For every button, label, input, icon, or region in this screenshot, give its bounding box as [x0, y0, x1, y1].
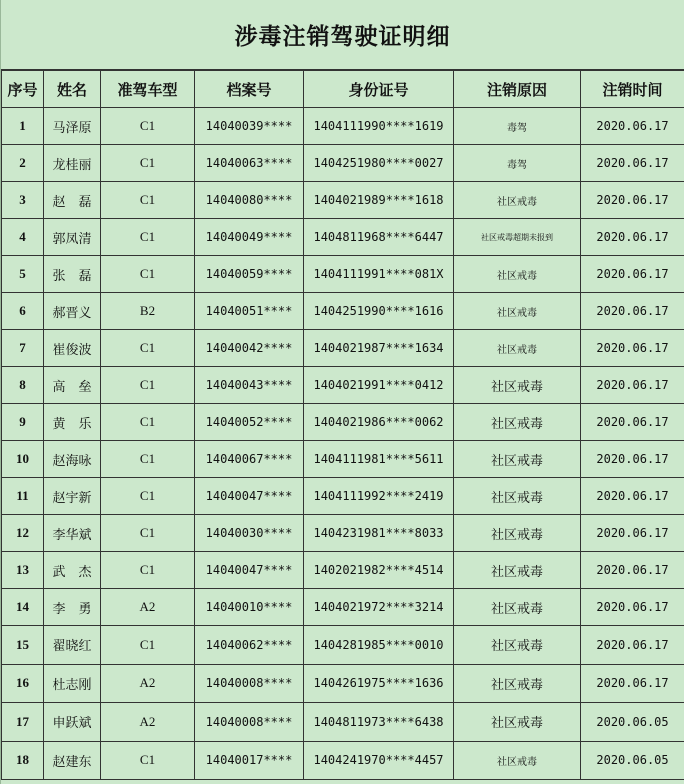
cell-file-number: 14040008****	[195, 703, 304, 742]
table-row	[2, 145, 684, 182]
cell-file-number: 14040043****	[195, 367, 304, 404]
cell-reason: 社区戒毒	[454, 293, 581, 330]
table-row	[2, 330, 684, 367]
cell-no: 4	[2, 219, 44, 256]
cell-id-number: 1404021986****0062	[304, 404, 454, 441]
cell-license-type: C1	[101, 741, 195, 779]
cell-time: 2020.06.17	[581, 367, 684, 404]
cell-license-type: C1	[101, 145, 195, 182]
table-row	[2, 256, 684, 293]
page-title: 涉毒注销驾驶证明细	[234, 24, 451, 50]
table-row	[2, 478, 684, 515]
table-row	[2, 367, 684, 404]
cell-id-number: 1404251990****1616	[304, 293, 454, 330]
cell-reason: 社区戒毒	[454, 741, 581, 779]
cell-reason: 社区戒毒超期未报到	[454, 219, 581, 256]
cell-license-type: C1	[101, 367, 195, 404]
cell-reason: 社区戒毒	[454, 626, 581, 665]
table-row	[2, 741, 684, 779]
cell-name: 赵 磊	[44, 182, 101, 219]
cell-id-number: 1404021972****3214	[304, 589, 454, 626]
table-row	[2, 589, 684, 626]
table-row	[2, 219, 684, 256]
cell-no: 12	[2, 515, 44, 552]
cell-file-number: 14040051****	[195, 293, 304, 330]
cell-time: 2020.06.17	[581, 478, 684, 515]
cell-name: 赵宇新	[44, 478, 101, 515]
cell-file-number: 14040047****	[195, 478, 304, 515]
column-header-file-number: 档案号	[195, 71, 304, 108]
cell-reason: 社区戒毒	[454, 664, 581, 703]
table-row	[2, 703, 684, 742]
cell-time: 2020.06.17	[581, 108, 684, 145]
cell-no: 5	[2, 256, 44, 293]
cell-name: 赵建东	[44, 741, 101, 779]
cell-name: 李 勇	[44, 589, 101, 626]
cell-file-number: 14040067****	[195, 441, 304, 478]
table-row	[2, 441, 684, 478]
cell-id-number: 1404111991****081X	[304, 256, 454, 293]
cell-reason: 社区戒毒	[454, 478, 581, 515]
cell-no: 2	[2, 145, 44, 182]
cell-file-number: 14040063****	[195, 145, 304, 182]
cell-reason: 社区戒毒	[454, 256, 581, 293]
cell-time: 2020.06.17	[581, 441, 684, 478]
cell-id-number: 1402021982****4514	[304, 552, 454, 589]
table-body	[2, 108, 684, 780]
cell-reason: 社区戒毒	[454, 515, 581, 552]
cell-file-number: 14040030****	[195, 515, 304, 552]
column-header-license-type: 准驾车型	[101, 71, 195, 108]
cell-license-type: A2	[101, 589, 195, 626]
cell-id-number: 1404231981****8033	[304, 515, 454, 552]
cell-no: 18	[2, 741, 44, 779]
cell-file-number: 14040017****	[195, 741, 304, 779]
cell-license-type: B2	[101, 293, 195, 330]
cell-no: 14	[2, 589, 44, 626]
cell-no: 9	[2, 404, 44, 441]
cell-license-type: C1	[101, 256, 195, 293]
revocation-table	[1, 70, 684, 780]
cell-id-number: 1404111981****5611	[304, 441, 454, 478]
cell-id-number: 1404021987****1634	[304, 330, 454, 367]
cell-file-number: 14040080****	[195, 182, 304, 219]
cell-reason: 社区戒毒	[454, 703, 581, 742]
cell-license-type: C1	[101, 108, 195, 145]
cell-time: 2020.06.17	[581, 219, 684, 256]
cell-file-number: 14040008****	[195, 664, 304, 703]
cell-time: 2020.06.17	[581, 552, 684, 589]
cell-reason: 毒驾	[454, 108, 581, 145]
cell-name: 高 垒	[44, 367, 101, 404]
cell-time: 2020.06.17	[581, 256, 684, 293]
table-row	[2, 182, 684, 219]
cell-time: 2020.06.17	[581, 515, 684, 552]
cell-name: 张 磊	[44, 256, 101, 293]
cell-name: 武 杰	[44, 552, 101, 589]
cell-name: 崔俊波	[44, 330, 101, 367]
cell-file-number: 14040039****	[195, 108, 304, 145]
cell-license-type: C1	[101, 219, 195, 256]
cell-name: 马泽原	[44, 108, 101, 145]
cell-name: 翟晓红	[44, 626, 101, 665]
cell-reason: 社区戒毒	[454, 182, 581, 219]
cell-reason: 毒驾	[454, 145, 581, 182]
cell-no: 17	[2, 703, 44, 742]
cell-id-number: 1404811968****6447	[304, 219, 454, 256]
cell-license-type: A2	[101, 664, 195, 703]
cell-license-type: C1	[101, 478, 195, 515]
cell-name: 李华斌	[44, 515, 101, 552]
table-row	[2, 293, 684, 330]
cell-no: 6	[2, 293, 44, 330]
cell-time: 2020.06.17	[581, 145, 684, 182]
cell-id-number: 1404281985****0010	[304, 626, 454, 665]
column-header-reason: 注销原因	[454, 71, 581, 108]
cell-reason: 社区戒毒	[454, 367, 581, 404]
table-row	[2, 404, 684, 441]
cell-file-number: 14040052****	[195, 404, 304, 441]
cell-file-number: 14040042****	[195, 330, 304, 367]
header-row	[2, 71, 684, 108]
title-row	[1, 0, 684, 70]
table-row	[2, 626, 684, 665]
cell-time: 2020.06.17	[581, 293, 684, 330]
cell-id-number: 1404261975****1636	[304, 664, 454, 703]
cell-no: 8	[2, 367, 44, 404]
table-row	[2, 515, 684, 552]
cell-name: 郝晋义	[44, 293, 101, 330]
cell-license-type: C1	[101, 404, 195, 441]
cell-license-type: C1	[101, 330, 195, 367]
cell-id-number: 1404241970****4457	[304, 741, 454, 779]
cell-name: 郭凤清	[44, 219, 101, 256]
table-row	[2, 108, 684, 145]
cell-id-number: 1404111992****2419	[304, 478, 454, 515]
column-header-time: 注销时间	[581, 71, 684, 108]
cell-no: 15	[2, 626, 44, 665]
cell-id-number: 1404251980****0027	[304, 145, 454, 182]
cell-time: 2020.06.17	[581, 589, 684, 626]
cell-id-number: 1404021991****0412	[304, 367, 454, 404]
cell-no: 11	[2, 478, 44, 515]
cell-time: 2020.06.05	[581, 741, 684, 779]
column-header-name: 姓名	[44, 71, 101, 108]
cell-reason: 社区戒毒	[454, 589, 581, 626]
cell-no: 16	[2, 664, 44, 703]
column-header-no: 序号	[2, 71, 44, 108]
column-header-id-number: 身份证号	[304, 71, 454, 108]
cell-time: 2020.06.17	[581, 664, 684, 703]
cell-name: 赵海咏	[44, 441, 101, 478]
cell-license-type: A2	[101, 703, 195, 742]
cell-time: 2020.06.17	[581, 404, 684, 441]
table-row	[2, 552, 684, 589]
cell-name: 龙桂丽	[44, 145, 101, 182]
cell-no: 13	[2, 552, 44, 589]
cell-no: 10	[2, 441, 44, 478]
cell-name: 申跃斌	[44, 703, 101, 742]
cell-time: 2020.06.17	[581, 330, 684, 367]
cell-time: 2020.06.05	[581, 703, 684, 742]
cell-no: 7	[2, 330, 44, 367]
cell-name: 杜志刚	[44, 664, 101, 703]
cell-file-number: 14040049****	[195, 219, 304, 256]
cell-reason: 社区戒毒	[454, 441, 581, 478]
cell-time: 2020.06.17	[581, 182, 684, 219]
cell-license-type: C1	[101, 182, 195, 219]
cell-no: 3	[2, 182, 44, 219]
cell-file-number: 14040047****	[195, 552, 304, 589]
cell-license-type: C1	[101, 552, 195, 589]
cell-reason: 社区戒毒	[454, 330, 581, 367]
cell-license-type: C1	[101, 515, 195, 552]
cell-license-type: C1	[101, 626, 195, 665]
cell-file-number: 14040059****	[195, 256, 304, 293]
table-row	[2, 664, 684, 703]
cell-reason: 社区戒毒	[454, 552, 581, 589]
cell-name: 黄 乐	[44, 404, 101, 441]
cell-id-number: 1404111990****1619	[304, 108, 454, 145]
cell-reason: 社区戒毒	[454, 404, 581, 441]
cell-file-number: 14040010****	[195, 589, 304, 626]
cell-id-number: 1404811973****6438	[304, 703, 454, 742]
cell-no: 1	[2, 108, 44, 145]
cell-file-number: 14040062****	[195, 626, 304, 665]
cell-id-number: 1404021989****1618	[304, 182, 454, 219]
cell-time: 2020.06.17	[581, 626, 684, 665]
cell-license-type: C1	[101, 441, 195, 478]
